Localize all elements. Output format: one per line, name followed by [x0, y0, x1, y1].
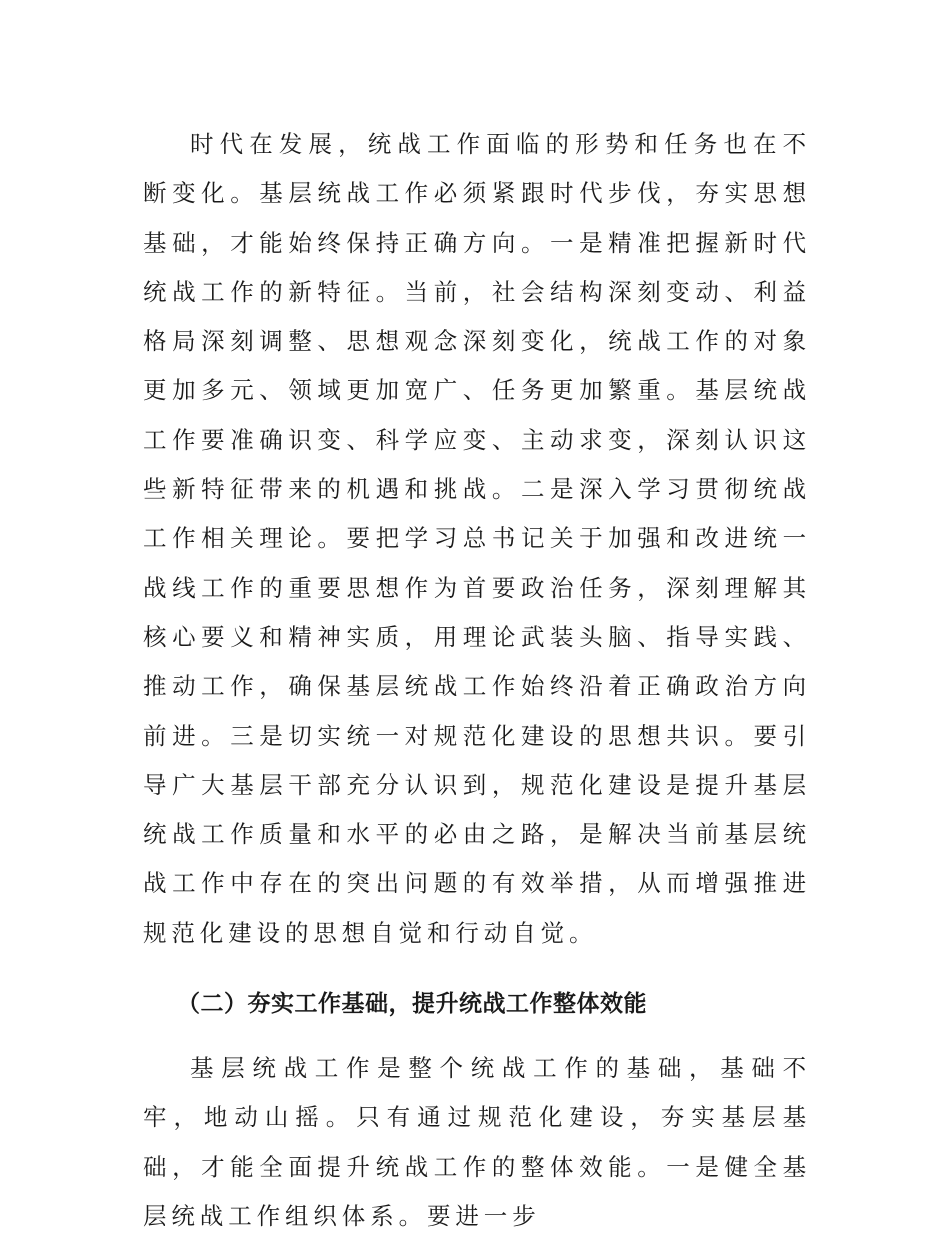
body-paragraph: 时代在发展，统战工作面临的形势和任务也在不断变化。基层统战工作必须紧跟时代步伐，夯实思想基础，才能始终保持正确方向。一是精准把握新时代统战工作的新特征。当前，社会结构深刻变动、利益格局深刻调整、思想观念深刻变化，统战工作的对象更加多元、领域更加宽广、任务更加繁重。基层统战工作要准确识变、科学应变、主动求变，深刻认识这些新特征带来的机遇和挑战。二是深入学习贯彻统战工作相关理论。要把学习总书记关于加强和改进统一战线工作的重要思想作为首要政治任务，深刻理解其核心要义和精神实质，用理论武装头脑、指导实践、推动工作，确保基层统战工作始终沿着正确政治方向前进。三是切实统一对规范化建设的思想共识。要引导广大基层干部充分认识到，规范化建设是提升基层统战工作质量和水平的必由之路，是解决当前基层统战工作中存在的突出问题的有效举措，从而增强推进规范化建设的思想自觉和行动自觉。: [143, 130, 811, 947]
section-heading: （二）夯实工作基础，提升统战工作整体效能: [177, 991, 647, 1018]
document-page: [143, 120, 811, 1241]
body-paragraph: 基层统战工作是整个统战工作的基础，基础不牢，地动山摇。只有通过规范化建设，夯实基层基础，才能全面提升统战工作的整体效能。一是健全基层统战工作组织体系。要进一步: [143, 1054, 811, 1230]
